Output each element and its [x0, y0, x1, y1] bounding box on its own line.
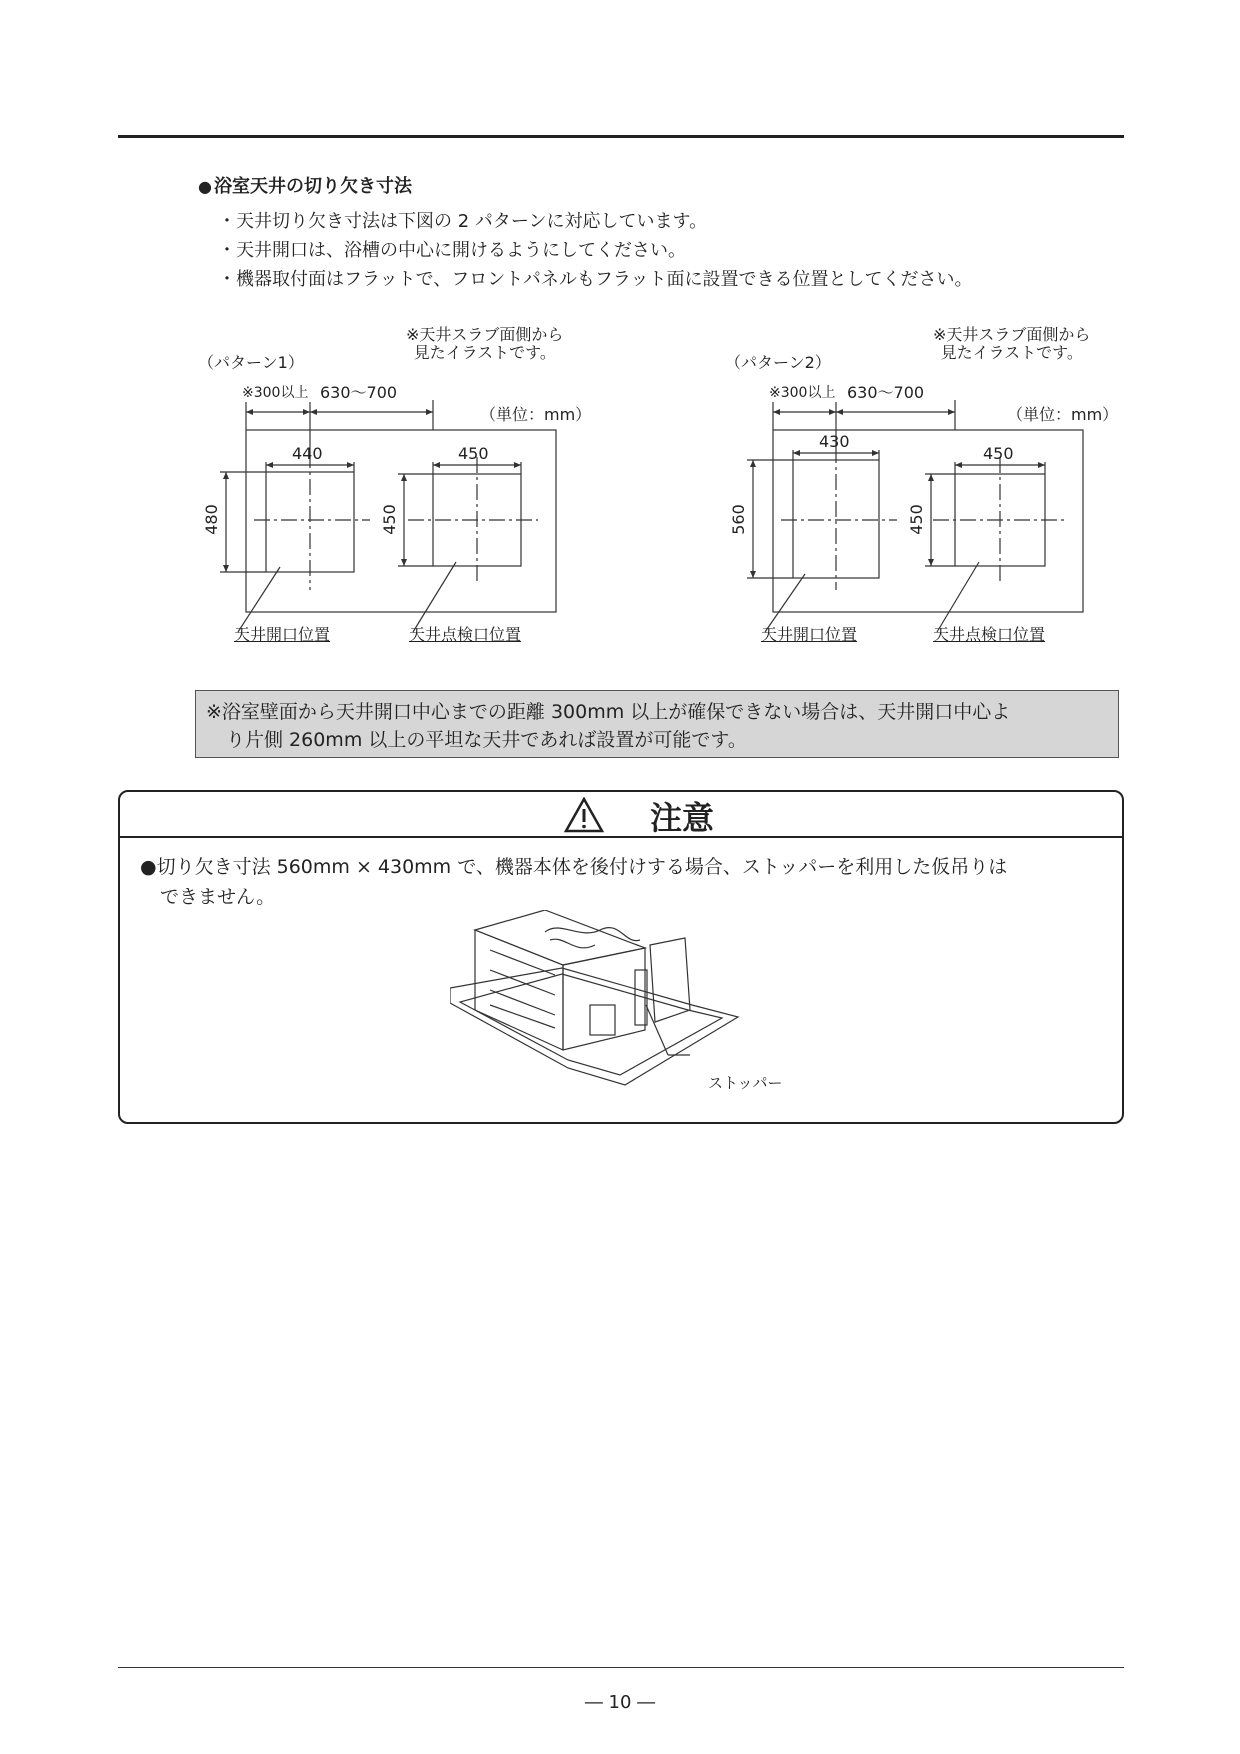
note-line: り片側 260mm 以上の平坦な天井であれば設置が可能です。 — [226, 729, 747, 751]
cutout-section — [198, 172, 1118, 294]
pattern-label: （パターン2） — [725, 353, 831, 372]
opening-position-label: 天井開口位置 — [761, 625, 858, 644]
right-height-label: 450 — [379, 504, 399, 535]
caution-title: 注意 — [650, 799, 715, 837]
view-note: ※天井スラブ面側から 見たイラストです。 — [933, 325, 1091, 362]
inspection-position-label: 天井点検口位置 — [933, 625, 1046, 644]
bullet-item: ・天井開口は、浴槽の中心に開けるようにしてください。 — [218, 240, 686, 261]
inspection-position-label: 天井点検口位置 — [409, 625, 522, 644]
warning-triangle-icon — [564, 797, 604, 833]
note-line: ※浴室壁面から天井開口中心までの距離 300mm 以上が確保できない場合は、天井開口中心よ — [206, 701, 1011, 723]
right-width-label: 450 — [983, 444, 1014, 463]
stopper-label: ストッパー — [708, 1074, 783, 1092]
range-label: 630～700 — [847, 383, 925, 402]
left-width-label: 440 — [292, 444, 323, 463]
diagram-pattern-1 — [198, 322, 598, 650]
page-number: ― 10 ― — [584, 1692, 656, 1713]
left-height-label: 480 — [201, 504, 221, 535]
caution-header — [120, 792, 1122, 838]
bullet-item: ・天井切り欠き寸法は下図の 2 パターンに対応しています。 — [218, 211, 708, 232]
caution-text: ●切り欠き寸法 560mm × 430mm で、機器本体を後付けする場合、ストッパーを利用した仮吊りは できません。 — [140, 856, 1008, 908]
left-width-label: 430 — [819, 432, 850, 451]
bottom-rule — [118, 1667, 1124, 1668]
min-distance-label: ※300以上 — [769, 385, 836, 401]
opening-position-label: 天井開口位置 — [234, 625, 331, 644]
diagram-pattern-2 — [725, 322, 1125, 650]
min-distance-label: ※300以上 — [242, 385, 309, 401]
unit-label: （単位：mm） — [1007, 405, 1119, 424]
section-heading: ● 浴室天井の切り欠き寸法 — [198, 176, 412, 197]
pattern-label: （パターン1） — [198, 353, 304, 372]
top-rule — [118, 135, 1124, 138]
left-height-label: 560 — [728, 504, 748, 535]
caution-box — [118, 790, 1124, 1124]
right-width-label: 450 — [458, 444, 489, 463]
note-box — [195, 690, 1119, 758]
view-note: ※天井スラブ面側から 見たイラストです。 — [406, 325, 564, 362]
unit-label: （単位：mm） — [480, 405, 592, 424]
bullet-item: ・機器取付面はフラットで、フロントパネルもフラット面に設置できる位置としてください。 — [218, 269, 973, 290]
unit-illustration — [450, 910, 750, 1095]
range-label: 630～700 — [320, 383, 398, 402]
right-height-label: 450 — [906, 504, 926, 535]
